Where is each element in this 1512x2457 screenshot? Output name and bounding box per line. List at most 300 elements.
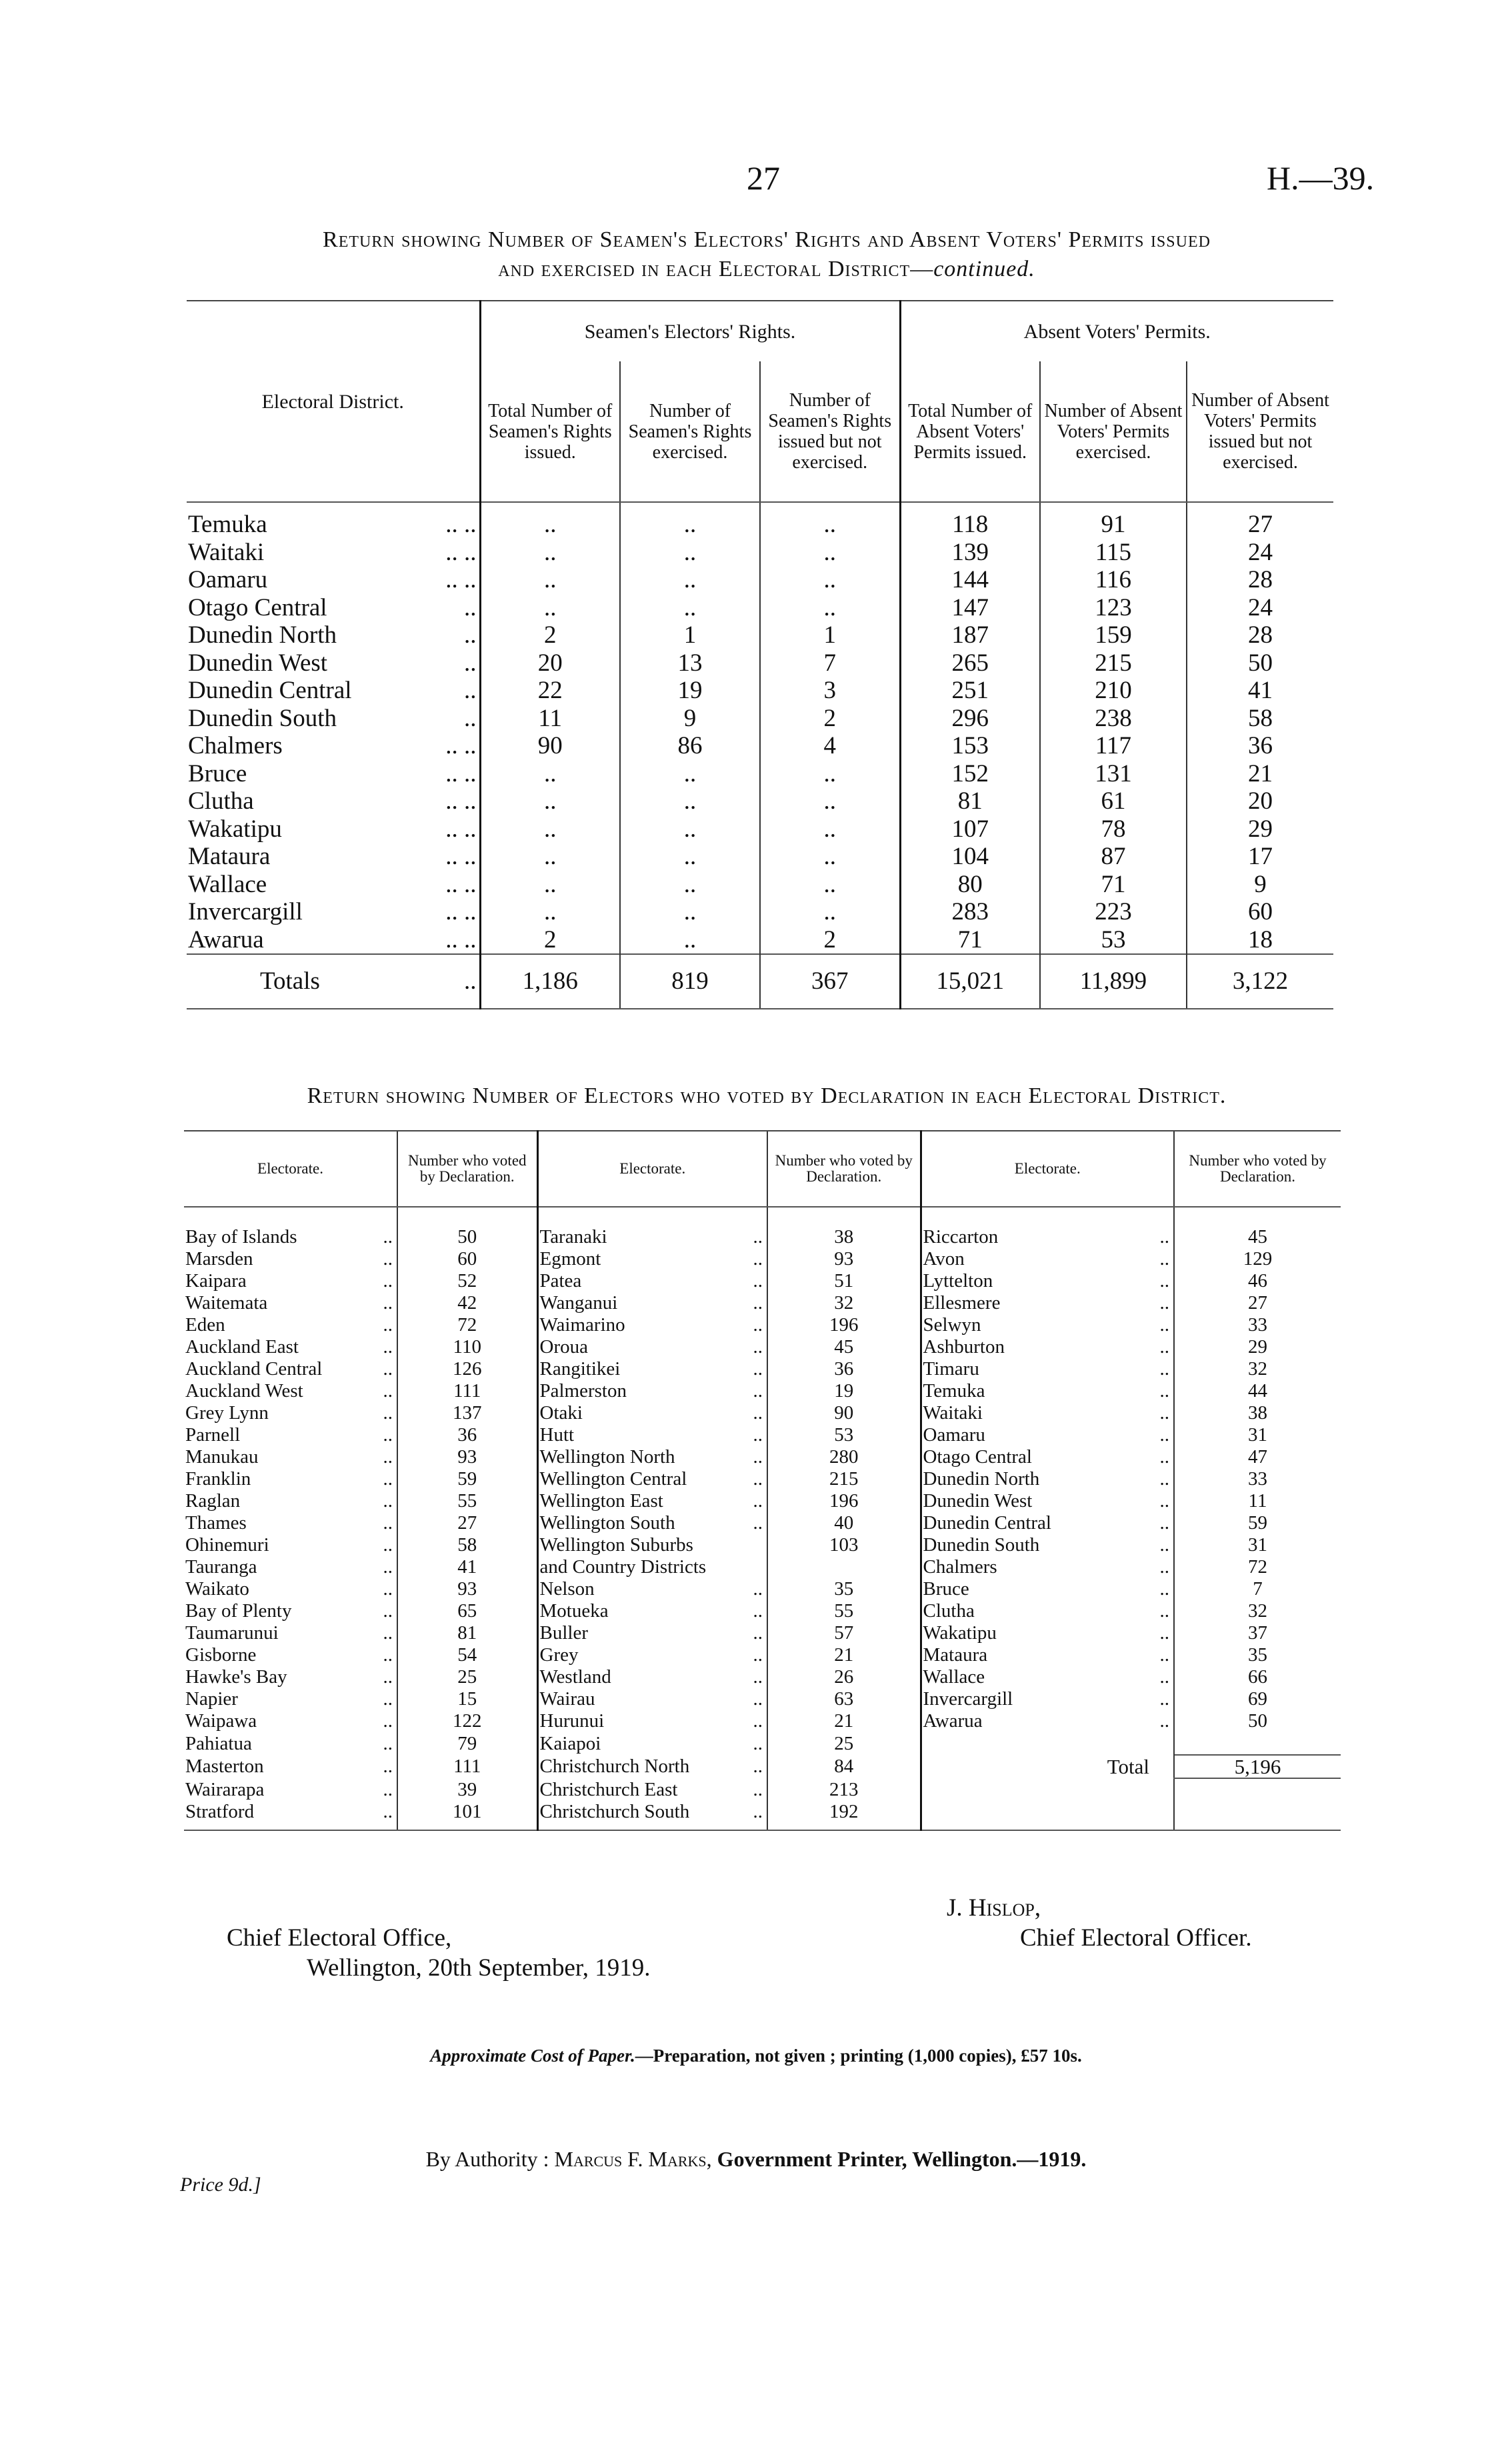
electorate-name: Timaru [921, 1358, 1121, 1380]
leader-dots: .. [464, 704, 477, 732]
leader-dots: .. [383, 1424, 393, 1446]
electorate-name: Masterton [185, 1756, 264, 1777]
total-value: 5,196 [1174, 1755, 1341, 1778]
declaration-count: 55 [767, 1600, 921, 1622]
declaration-count: 36 [767, 1358, 921, 1380]
declaration-count: 31 [1174, 1534, 1341, 1556]
electorate-row [184, 1358, 1341, 1380]
total-absent-not-exercised: 3,122 [1187, 954, 1333, 1009]
seamen-not-exercised: .. [760, 871, 900, 899]
declaration-count: 53 [767, 1424, 921, 1446]
absent-exercised: 115 [1040, 539, 1187, 567]
declaration-count: 215 [767, 1468, 921, 1490]
district-name: Wakatipu [188, 815, 282, 843]
electorate-name: Bay of Plenty [185, 1600, 292, 1622]
leader-dots: .. [753, 1578, 763, 1600]
electorate-name: Wallace [921, 1666, 1121, 1688]
spacer-cell [731, 1207, 767, 1226]
electorate-name: Buller [537, 1622, 731, 1644]
absent-issued: 104 [900, 843, 1040, 871]
district-name: Invercargill [188, 898, 303, 925]
declaration-count: 47 [1174, 1446, 1341, 1468]
electorate-row [184, 1534, 1341, 1556]
signatory-name: J. Hislop, [947, 1894, 1041, 1922]
leader-dots: .. [383, 1622, 393, 1644]
declaration-count: 122 [397, 1710, 537, 1732]
electorate-name: Rangitikei [537, 1358, 731, 1380]
electorate-name: Taranaki [537, 1226, 731, 1248]
district-row [187, 594, 1333, 622]
seamen-issued: .. [480, 871, 620, 899]
leader-dots: .. [383, 1292, 393, 1314]
district-row [187, 502, 1333, 539]
leader-dots: .. [1159, 1336, 1169, 1358]
leader-dots: .. [753, 1688, 763, 1710]
leader-dots: .. [753, 1446, 763, 1468]
district-row [187, 787, 1333, 815]
absent-exercised: 117 [1040, 732, 1187, 760]
header-seamen-total: Total Number of Seamen's Rights issued. [480, 361, 620, 502]
district-row [187, 649, 1333, 677]
leader-dots: .. [1159, 1380, 1169, 1402]
empty-cell [1121, 1732, 1174, 1755]
declaration-count: 31 [1174, 1424, 1341, 1446]
absent-not-exercised: 24 [1187, 594, 1333, 622]
absent-exercised: 91 [1040, 502, 1187, 539]
seamen-issued: .. [480, 539, 620, 567]
electorate-name: Wellington Central [537, 1468, 731, 1490]
leader-dots: .. [753, 1380, 763, 1402]
table2-title: Return showing Number of Electors who voted by Declaration in each Electoral District. [307, 1083, 1227, 1108]
electorate-name: Pahiatua [185, 1732, 252, 1754]
spacer-cell [921, 1207, 1121, 1226]
leader-dots: .. [731, 1801, 767, 1830]
electorate-row [184, 1644, 1341, 1666]
empty-cell [1121, 1778, 1174, 1801]
header-seamen-exercised: Number of Seamen's Rights exercised. [620, 361, 760, 502]
declaration-count: 52 [397, 1270, 537, 1292]
seamen-not-exercised: .. [760, 539, 900, 567]
totals-label: Totals [187, 954, 400, 1009]
seamen-issued: .. [480, 843, 620, 871]
absent-exercised: 116 [1040, 566, 1187, 594]
declaration-count: 45 [767, 1336, 921, 1358]
declaration-count: 213 [767, 1778, 921, 1801]
leader-dots: .. [1159, 1402, 1169, 1424]
seamen-exercised: .. [620, 815, 760, 843]
leader-dots: .. [753, 1710, 763, 1732]
header-seamen-not-exercised: Number of Seamen's Rights issued but not exercised. [760, 361, 900, 502]
leader-dots: .. [1159, 1710, 1169, 1732]
leader-dots: .. [464, 593, 477, 621]
absent-exercised: 215 [1040, 649, 1187, 677]
leader-dots: .. .. [445, 870, 477, 898]
electorate-row [184, 1732, 1341, 1755]
leader-dots: .. [1159, 1292, 1169, 1314]
leader-dots: .. [753, 1248, 763, 1270]
declaration-count: 137 [397, 1402, 537, 1424]
leader-dots: .. [1159, 1556, 1169, 1578]
leader-dots: .. [753, 1424, 763, 1446]
leader-dots: .. [383, 1380, 393, 1402]
declaration-count: 93 [397, 1578, 537, 1600]
electorate-name: Grey [537, 1644, 731, 1666]
electorate-row [184, 1314, 1341, 1336]
electorate-name: Christchurch North [537, 1755, 731, 1778]
leader-dots: .. [400, 954, 480, 1009]
leader-dots: .. [1159, 1248, 1169, 1270]
absent-not-exercised: 9 [1187, 871, 1333, 899]
seamen-not-exercised: .. [760, 898, 900, 926]
leader-dots: .. [383, 1446, 393, 1468]
seamen-exercised: .. [620, 787, 760, 815]
leader-dots: .. .. [445, 566, 477, 593]
leader-dots [731, 1534, 767, 1556]
leader-dots: .. [1159, 1358, 1169, 1380]
district-row [187, 898, 1333, 926]
declaration-count: 27 [397, 1512, 537, 1534]
district-name: Dunedin South [188, 704, 337, 732]
leader-dots: .. .. [445, 898, 477, 925]
absent-exercised: 71 [1040, 871, 1187, 899]
seamen-exercised: 86 [620, 732, 760, 760]
spacer-cell [1174, 1207, 1341, 1226]
leader-dots: .. [1159, 1468, 1169, 1490]
electorate-name: Chalmers [921, 1556, 1121, 1578]
electorate-name: Franklin [185, 1468, 251, 1490]
leader-dots: .. .. [445, 732, 477, 759]
empty-cell [1174, 1801, 1341, 1830]
district-row [187, 566, 1333, 594]
leader-dots: .. [383, 1556, 393, 1578]
electorate-row [184, 1688, 1341, 1710]
declaration-count: 110 [397, 1336, 537, 1358]
declaration-count: 33 [1174, 1314, 1341, 1336]
electorate-name: Kaiapoi [537, 1732, 731, 1755]
absent-not-exercised: 60 [1187, 898, 1333, 926]
electorate-row [184, 1226, 1341, 1248]
header-absent-total: Total Number of Absent Voters' Permits issued. [900, 361, 1040, 502]
district-row [187, 843, 1333, 871]
declaration-count: 59 [1174, 1512, 1341, 1534]
electorate-row [184, 1622, 1341, 1644]
leader-dots: .. [364, 1801, 397, 1830]
district-name: Dunedin West [188, 649, 328, 677]
electorate-name: Thames [185, 1512, 247, 1534]
leader-dots: .. [753, 1732, 763, 1754]
spacer-cell [184, 1207, 364, 1226]
leader-dots: .. [383, 1270, 393, 1292]
absent-exercised: 159 [1040, 621, 1187, 649]
absent-issued: 81 [900, 787, 1040, 815]
electorate-name: Avon [921, 1248, 1121, 1270]
absent-exercised: 238 [1040, 705, 1187, 733]
seamen-issued: .. [480, 502, 620, 539]
price-note: Price 9d.] [180, 2174, 261, 2196]
leader-dots: .. [383, 1512, 393, 1534]
district-row [187, 926, 1333, 955]
electorate-name: Auckland East [185, 1336, 299, 1358]
declaration-count: 21 [767, 1644, 921, 1666]
district-row [187, 621, 1333, 649]
leader-dots: .. [1159, 1512, 1169, 1534]
electorate-name: Patea [537, 1270, 731, 1292]
declaration-count: 35 [1174, 1644, 1341, 1666]
leader-dots: .. [1159, 1314, 1169, 1336]
declaration-count: 66 [1174, 1666, 1341, 1688]
electorate-name: Hutt [537, 1424, 731, 1446]
declaration-count: 36 [397, 1424, 537, 1446]
empty-cell [921, 1732, 1121, 1755]
document-reference: H.—39. [1267, 159, 1375, 197]
leader-dots: .. [753, 1402, 763, 1424]
electorate-name: Taumarunui [185, 1622, 279, 1644]
electorate-name: Otago Central [921, 1446, 1121, 1468]
leader-dots: .. .. [445, 925, 477, 953]
spacer-cell [364, 1207, 397, 1226]
leader-dots: .. .. [445, 759, 477, 787]
absent-issued: 153 [900, 732, 1040, 760]
declaration-count: 32 [767, 1292, 921, 1314]
leader-dots: .. [383, 1688, 393, 1710]
leader-dots: .. [383, 1578, 393, 1600]
leader-dots: .. [1159, 1578, 1169, 1600]
electorate-name: Dunedin Central [921, 1512, 1121, 1534]
leader-dots: .. [464, 677, 477, 704]
table1-title-line1: Return showing Number of Seamen's Electors' Rights and Absent Voters' Permits issued [323, 227, 1211, 252]
absent-exercised: 53 [1040, 926, 1187, 955]
seamen-not-exercised: .. [760, 815, 900, 843]
electorate-name: Waikato [185, 1578, 249, 1600]
seamen-exercised: 9 [620, 705, 760, 733]
total-absent-issued: 15,021 [900, 954, 1040, 1009]
seamen-not-exercised: .. [760, 760, 900, 788]
seamen-issued: 2 [480, 926, 620, 955]
electorate-row [184, 1248, 1341, 1270]
absent-issued: 144 [900, 566, 1040, 594]
seamen-not-exercised: 2 [760, 705, 900, 733]
electorate-row [184, 1490, 1341, 1512]
declaration-count: 69 [1174, 1688, 1341, 1710]
seamen-not-exercised: .. [760, 566, 900, 594]
declaration-count: 63 [767, 1688, 921, 1710]
absent-issued: 187 [900, 621, 1040, 649]
leader-dots: .. .. [445, 787, 477, 815]
leader-dots: .. [383, 1600, 393, 1622]
absent-issued: 147 [900, 594, 1040, 622]
electorate-name: Invercargill [921, 1688, 1121, 1710]
total-seamen-exercised: 819 [620, 954, 760, 1009]
absent-not-exercised: 50 [1187, 649, 1333, 677]
leader-dots: .. [383, 1226, 393, 1248]
leader-dots: .. [383, 1336, 393, 1358]
electorate-row [184, 1380, 1341, 1402]
absent-exercised: 223 [1040, 898, 1187, 926]
district-name: Dunedin Central [188, 677, 352, 704]
cost-note-text: —Preparation, not given ; printing (1,000 copies), £57 10s. [635, 2046, 1082, 2066]
district-name: Dunedin North [188, 621, 337, 649]
declaration-count: 38 [767, 1226, 921, 1248]
total-seamen-issued: 1,186 [480, 954, 620, 1009]
leader-dots: .. [753, 1622, 763, 1644]
declaration-count: 42 [397, 1292, 537, 1314]
seamen-exercised: 13 [620, 649, 760, 677]
seamen-issued: 2 [480, 621, 620, 649]
seamen-exercised: .. [620, 594, 760, 622]
district-row [187, 760, 1333, 788]
spacer-cell [397, 1207, 537, 1226]
district-row [187, 815, 1333, 843]
leader-dots: .. [1159, 1490, 1169, 1512]
electorate-row [184, 1600, 1341, 1622]
seamen-exercised: .. [620, 843, 760, 871]
electorate-row [184, 1556, 1341, 1578]
seamen-issued: .. [480, 760, 620, 788]
header-absent-exercised: Number of Absent Voters' Permits exercised. [1040, 361, 1187, 502]
declaration-count: 59 [397, 1468, 537, 1490]
district-name: Bruce [188, 759, 247, 787]
district-name: Clutha [188, 787, 254, 815]
leader-dots: .. .. [445, 538, 477, 566]
seamen-issued: .. [480, 815, 620, 843]
electorate-row [184, 1778, 1341, 1801]
district-row [187, 539, 1333, 567]
electorate-name: Palmerston [537, 1380, 731, 1402]
leader-dots: .. [753, 1512, 763, 1534]
electorate-row [184, 1424, 1341, 1446]
leader-dots: .. [464, 621, 477, 649]
electorate-name: Ohinemuri [185, 1534, 269, 1556]
electorate-name: Wairarapa [185, 1778, 265, 1800]
seamen-exercised: .. [620, 871, 760, 899]
electorate-row [184, 1270, 1341, 1292]
absent-not-exercised: 28 [1187, 566, 1333, 594]
seamen-exercised: .. [620, 926, 760, 955]
table1-title-continued: continued. [933, 257, 1035, 281]
district-name: Wallace [188, 870, 267, 898]
absent-issued: 139 [900, 539, 1040, 567]
declaration-count: 26 [767, 1666, 921, 1688]
leader-dots: .. [383, 1778, 393, 1800]
spacer-row [184, 1207, 1341, 1226]
electorate-name: Stratford [184, 1801, 364, 1830]
absent-issued: 118 [900, 502, 1040, 539]
electorate-name: Waitaki [921, 1402, 1121, 1424]
seamen-issued: 11 [480, 705, 620, 733]
absent-issued: 251 [900, 677, 1040, 705]
electorate-name: Ashburton [921, 1336, 1121, 1358]
electorate-name: Tauranga [185, 1556, 257, 1578]
electorate-name: Wellington East [537, 1490, 731, 1512]
seamen-issued: .. [480, 898, 620, 926]
header-number-1: Number who voted by Declaration. [397, 1131, 537, 1207]
electorate-name: Bay of Islands [185, 1226, 297, 1248]
declaration-count: 38 [1174, 1402, 1341, 1424]
cost-note [0, 2046, 1512, 2066]
header-number-3: Number who voted by Declaration. [1174, 1131, 1341, 1207]
electorate-name: Egmont [537, 1248, 731, 1270]
electorate-row [184, 1292, 1341, 1314]
declaration-count: 32 [1174, 1358, 1341, 1380]
electorate-name: Christchurch East [537, 1778, 731, 1801]
table2-body [184, 1207, 1341, 1830]
leader-dots: .. .. [445, 843, 477, 870]
leader-dots: .. [753, 1756, 763, 1777]
electorate-name: Oamaru [921, 1424, 1121, 1446]
office-line-1: Chief Electoral Office, [227, 1924, 452, 1952]
absent-not-exercised: 21 [1187, 760, 1333, 788]
declaration-count: 81 [397, 1622, 537, 1644]
district-name: Chalmers [188, 732, 283, 759]
seamen-not-exercised: .. [760, 502, 900, 539]
leader-dots: .. [753, 1270, 763, 1292]
absent-exercised: 61 [1040, 787, 1187, 815]
absent-not-exercised: 29 [1187, 815, 1333, 843]
declaration-count: 84 [767, 1755, 921, 1778]
empty-cell [921, 1801, 1121, 1830]
absent-exercised: 131 [1040, 760, 1187, 788]
leader-dots: .. [753, 1292, 763, 1314]
empty-cell [1174, 1778, 1341, 1801]
seamen-not-exercised: .. [760, 843, 900, 871]
declaration-count: 40 [767, 1512, 921, 1534]
absent-not-exercised: 20 [1187, 787, 1333, 815]
leader-dots: .. [383, 1490, 393, 1512]
declaration-count: 57 [767, 1622, 921, 1644]
leader-dots: .. [383, 1534, 393, 1556]
absent-not-exercised: 24 [1187, 539, 1333, 567]
absent-not-exercised: 18 [1187, 926, 1333, 955]
electorate-name: Westland [537, 1666, 731, 1688]
electorate-name: Wakatipu [921, 1622, 1121, 1644]
electorate-name: Christchurch South [537, 1801, 731, 1830]
leader-dots: .. [753, 1600, 763, 1622]
table1-title-line2: and exercised in each Electoral District—continued. [498, 257, 1035, 281]
leader-dots: .. [753, 1490, 763, 1512]
district-name: Waitaki [188, 538, 265, 566]
declaration-votes-table [184, 1130, 1341, 1831]
electorate-name: Temuka [921, 1380, 1121, 1402]
total-seamen-not-exercised: 367 [760, 954, 900, 1009]
seamen-not-exercised: .. [760, 594, 900, 622]
declaration-count: 54 [397, 1644, 537, 1666]
declaration-count: 51 [767, 1270, 921, 1292]
declaration-count: 21 [767, 1710, 921, 1732]
leader-dots: .. [753, 1314, 763, 1336]
absent-issued: 283 [900, 898, 1040, 926]
leader-dots: .. .. [445, 511, 477, 538]
empty-cell [921, 1778, 1121, 1801]
electorate-row [184, 1666, 1341, 1688]
seamen-exercised: 19 [620, 677, 760, 705]
seamen-issued: 22 [480, 677, 620, 705]
electorate-name: Wellington North [537, 1446, 731, 1468]
electorate-name: Hurunui [537, 1710, 731, 1732]
header-seamens-rights-group: Seamen's Electors' Rights. [480, 301, 900, 361]
leader-dots: .. [753, 1468, 763, 1490]
leader-dots: .. [383, 1710, 393, 1732]
leader-dots: .. [383, 1732, 393, 1754]
absent-issued: 152 [900, 760, 1040, 788]
leader-dots: .. [753, 1644, 763, 1666]
seamen-absent-voters-table [187, 300, 1333, 1009]
leader-dots: .. [1159, 1688, 1169, 1710]
declaration-count: 39 [397, 1778, 537, 1801]
electorate-row [184, 1402, 1341, 1424]
seamen-not-exercised: 7 [760, 649, 900, 677]
leader-dots: .. [383, 1358, 393, 1380]
electorate-name: Napier [185, 1688, 238, 1710]
